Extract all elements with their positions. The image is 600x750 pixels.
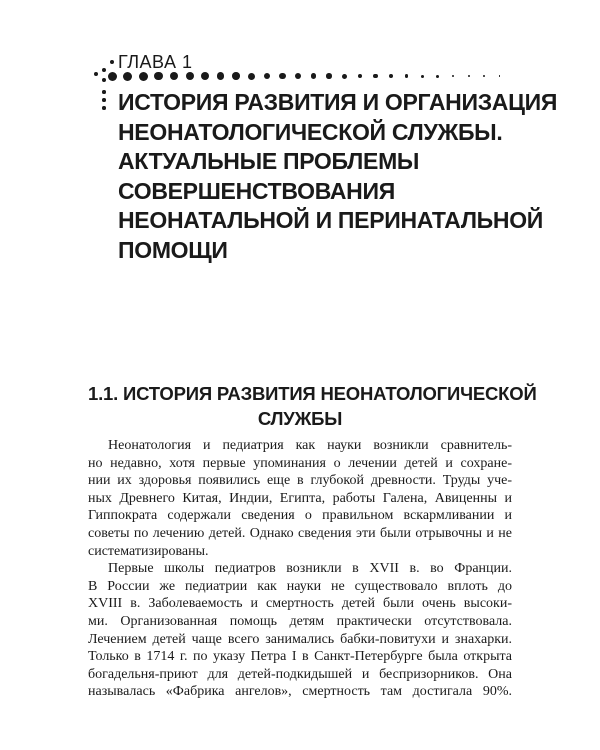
text-line: Неонатология и педиатрия как науки возникли сравнитель- — [108, 438, 512, 453]
text-line: ных Древнего Китая, Индии, Египта, работы Галена, Авиценны и — [88, 490, 512, 506]
ornament-dot — [154, 72, 163, 81]
ornament-dot — [483, 75, 485, 77]
body-text — [88, 437, 512, 701]
text-line: называлась «Фабрика ангелов», смертность там достигала 90%. — [88, 684, 512, 700]
ornament-dot — [358, 74, 363, 79]
paragraph-1 — [88, 437, 512, 560]
text-line: нии их здоровья появились еще в глубокой древности. Труды уче- — [88, 473, 512, 489]
text-line: Первые школы педиатров возникли в XVII в. во Франции. — [108, 561, 512, 577]
ornament-dot — [264, 73, 271, 80]
text-line: Только в 1714 г. по указу Петра I в Санкт-Петербурге была открыта — [88, 649, 512, 665]
ornament-dot — [342, 74, 347, 79]
ornament-dot — [436, 75, 439, 78]
ornament-dot — [468, 75, 470, 77]
ornament-dot — [405, 74, 409, 78]
text-line: Гиппократа содержали сведения о правильном вскармливании и — [88, 508, 512, 524]
ornament-dot — [217, 72, 225, 80]
ornament-dot — [201, 72, 209, 80]
chapter-title-line: АКТУАЛЬНЫЕ ПРОБЛЕМЫ — [118, 148, 420, 174]
ornament-dot — [102, 90, 106, 94]
ornament-dot — [110, 60, 114, 64]
chapter-title-line: НЕОНАТОЛОГИЧЕСКОЙ СЛУЖБЫ. — [118, 118, 503, 145]
ornament-dot — [186, 72, 194, 80]
ornament-dot — [102, 68, 106, 72]
section-heading — [88, 381, 537, 431]
ornament-dot — [499, 75, 501, 77]
ornament-dot — [108, 72, 117, 81]
ornament-dot — [452, 75, 455, 78]
section-heading-line: 1.1. ИСТОРИЯ РАЗВИТИЯ НЕОНАТОЛОГИЧЕСКОЙ — [88, 383, 537, 404]
ornament-dot — [232, 72, 240, 80]
chapter-title-line: НЕОНАТАЛЬНОЙ И ПЕРИНАТАЛЬНОЙ — [118, 207, 544, 233]
ornament-dot — [102, 78, 106, 82]
paragraph-2 — [88, 560, 512, 701]
ornament-dot — [311, 73, 317, 79]
text-line: В России же педиатрии как науки не существовало вплоть до — [88, 578, 512, 594]
ornament-dot — [170, 72, 179, 81]
ornament-dot — [373, 74, 378, 79]
ornament-dot — [102, 98, 106, 102]
section-heading-line: СЛУЖБЫ — [257, 408, 343, 429]
ornament-dot — [421, 75, 424, 78]
chapter-title-line: ИСТОРИЯ РАЗВИТИЯ И ОРГАНИЗАЦИЯ — [118, 89, 558, 115]
text-line: советы по лечению детей. Однако сведения эти были отрывочны и не — [88, 525, 512, 541]
text-line: ми. Организованная помощь детям практически отсутствовала. — [88, 613, 512, 629]
text-line: систематизированы. — [88, 543, 209, 559]
chapter-title-line: СОВЕРШЕНСТВОВАНИЯ — [118, 177, 395, 204]
ornament-dot — [248, 73, 255, 80]
chapter-label: ГЛАВА 1 — [118, 52, 193, 72]
text-line: XVIII в. Заболеваемость и смертность детей были очень высоки- — [88, 596, 512, 612]
ornament-dot — [295, 73, 301, 79]
ornament-dot — [94, 72, 98, 76]
text-line: богадельня-приют для детей-подкидышей и беспризорников. Она — [88, 666, 512, 682]
chapter-title — [118, 88, 558, 265]
ornament-dot — [279, 73, 286, 80]
ornament-dot — [326, 73, 332, 79]
text-line: Лечением детей чаще всего занимались бабки-повитухи и знахарки. — [88, 631, 512, 647]
ornament-dot — [102, 106, 106, 110]
chapter-title-line: ПОМОЩИ — [118, 236, 228, 263]
ornament-dot — [389, 74, 393, 78]
text-line: но недавно, хотя первые упоминания о лечении детей и сохране- — [88, 455, 512, 471]
